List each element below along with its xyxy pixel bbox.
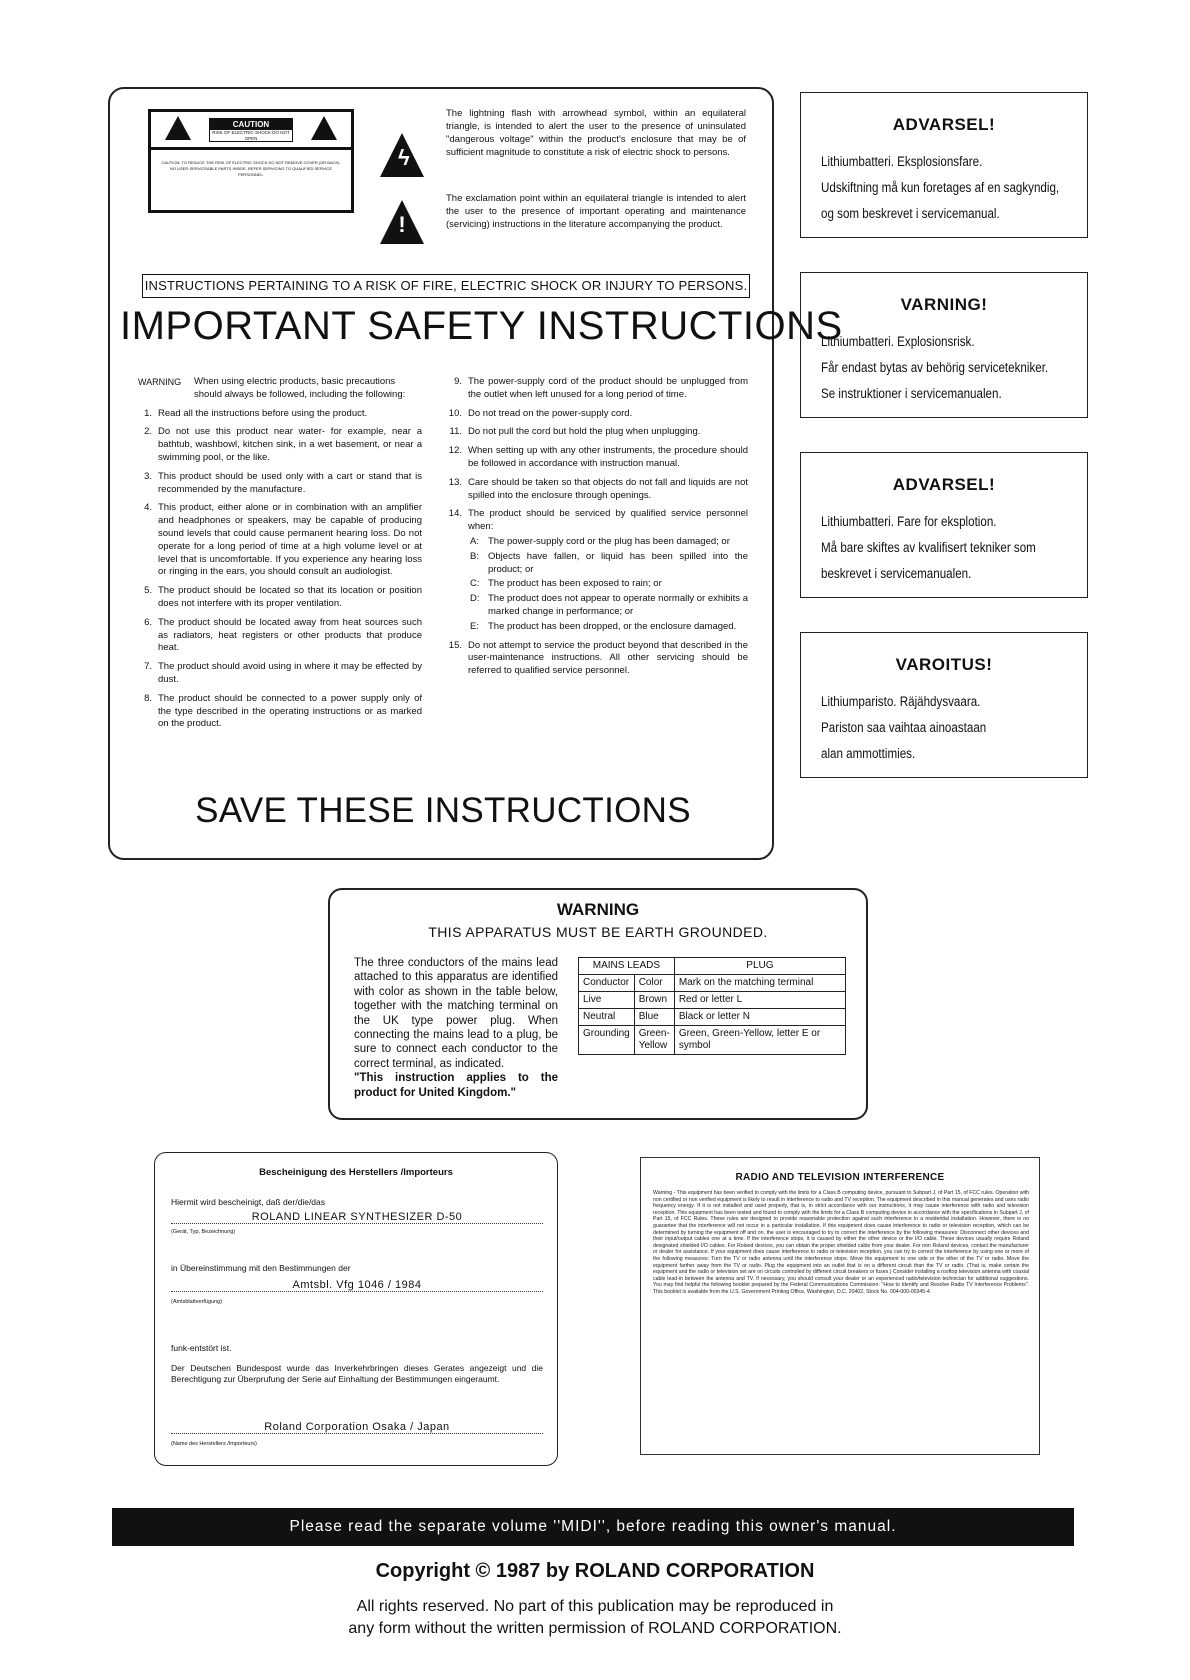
radio-tv-body: Warning - This equipment has been verified to comply with the limits for a Class B computing device, pursuant to Subpart J, of Part 15, of FCC rules. Operation with non certified or non verified equipment is likely to result in interference to radio and TV reception. The equipment described in this manual generates and uses radio frequency energy. If it is not installed and used properly, that is, in strict accordance with our instructions, it may cause interference with radio and television reception. This equipment has been tested and found to comply with the limits for a Class B computing device in accordance with the specifications in Subpart J, of Part 15, of FCC Rules. These rules are designed to provide reasonable protection against such interference in a residential installation. However, there is no guarantee that the interference will not occur in a particular installation. If this equipment does cause interference to radio or television reception, which can be determined by turning the equipment off and on, the user is encouraged to try to correct the interference by the following measures: Disconnect other devices and their input/output cables one at a time. If the interference stops, it is caused by either the other device or the I/O cable. These devices usually require Roland designated shielded I/O cables. For Roland devices, you can obtain the proper shielded cable from your dealer. For non Roland devices, contact the manufacturer or dealer for assistance. If your equipment does cause interference to radio or television reception, you can try to correct the interference by using one or more of the following measures: Turn the TV or radio antenna until the interference stops. Move the equipment to one side or the other of the TV or radio. Move the equipment farther away from the TV or radio. Plug the equipment into an outlet that is on a different circuit than the TV or radio. (That is, make certain the equipment and the radio or television set are on circuits controlled by different circuit breakers or fuses.) Consider installing a rooftop television antenna with coaxial cable lead-in between the antenna and TV. If necessary, you should consult your dealer or an experienced radio/television technician for additional suggestions. You may find helpful the following booklet prepared by the Federal Communications Commission: "How to Identify and Resolve Radio TV Interference Problems". This booklet is available from the U.S. Government Printing Office, Washington, D.C. 20402, Stock No. 004-000-00345-4. — [653, 1190, 1029, 1295]
certificate-line: funk-entstört ist. — [171, 1343, 232, 1353]
caution-fine-print: CAUTION: TO REDUCE THE RISK OF ELECTRIC SHOCK DO NOT REMOVE COVER (OR BACK). NO USER-SERVICEABLE PARTS INSIDE. REFER SERVICING TO QUALIFIED SERVICE PERSONNEL. — [161, 160, 341, 177]
caution-label-top — [151, 112, 351, 150]
instruction-item: 12. When setting up with any other instruments, the procedure should be followed in accordance with instruction manual. — [448, 445, 748, 469]
lightning-warning-icon — [165, 116, 191, 140]
manufacturer-certificate — [154, 1152, 558, 1466]
safety-title: IMPORTANT SAFETY INSTRUCTIONS — [120, 304, 843, 348]
instruction-item: 7. The product should avoid using in where it may be effected by dust. — [144, 661, 422, 685]
certificate-paragraph: Der Deutschen Bundespost wurde das Inverkehrbringen dieses Gerates angezeigt und die Berechtigung zur Überprufung der Serie auf Einhaltung der Bestimmungen eingeraumt. — [171, 1363, 543, 1384]
instruction-item: 10. Do not tread on the power-supply cord. — [448, 407, 633, 419]
exclamation-warning-icon — [311, 116, 337, 140]
instruction-item: 9. The power-supply cord of the product should be unplugged from the outlet when left unused for a long period of time. — [454, 376, 748, 400]
notice-title: ADVARSEL! — [892, 115, 996, 134]
table-header-row — [579, 958, 846, 975]
instruction-item: 8. The product should be connected to a power supply only of the type described in the operating instructions or as marked on the product. — [144, 692, 422, 730]
certificate-regulation: Amtsbl. Vfg 1046 / 1984 — [171, 1279, 543, 1292]
notice-title: VARNING! — [900, 295, 988, 314]
notice-norwegian — [800, 452, 1088, 598]
certificate-line: in Übereinstimmung mit den Bestimmungen der — [171, 1263, 351, 1273]
table-row: Neutral Blue Black or letter N — [579, 1009, 846, 1026]
risk-heading: INSTRUCTIONS PERTAINING TO A RISK OF FIRE, ELECTRIC SHOCK OR INJURY TO PERSONS. — [142, 274, 750, 298]
midi-notice-banner: Please read the separate volume ''MIDI'', before reading this owner's manual. — [112, 1508, 1074, 1546]
table-column-row: Conductor Color Mark on the matching terminal — [579, 975, 846, 992]
notice-finnish — [800, 632, 1088, 778]
earth-warning-subtitle: THIS APPARATUS MUST BE EARTH GROUNDED. — [428, 924, 768, 940]
instruction-item: 3. This product should be used only with a cart or stand that is recommended by the manufacture. — [144, 470, 422, 495]
table-row: Live Brown Red or letter L — [579, 992, 846, 1009]
earth-warning-title: WARNING — [556, 900, 640, 919]
copyright-line: Copyright © 1987 by ROLAND CORPORATION — [375, 1560, 815, 1582]
notice-body: Lithiumbatteri. Fare for eksplotion. Må bare skiftes av kvalifisert tekniker som beskrevet i servicemanualen. — [821, 514, 1036, 581]
lightning-symbol-text: The lightning flash with arrowhead symbol, within an equilateral triangle, is intended to alert the user to the presence of uninsulated "dangerous voltage" within the product's enclosure that may be of sufficient magnitude to constitute a risk of electric shock to persons. — [446, 108, 746, 158]
instruction-sub-item: E: The product has been dropped, or the enclosure damaged. — [470, 620, 737, 632]
earth-ground-warning-box — [328, 888, 868, 1120]
notice-danish — [800, 92, 1088, 238]
instruction-item: 14. The product should be serviced by qualified service personnel when: — [448, 508, 748, 533]
instruction-item: 5. The product should be located so that its location or position does not interfere with its proper ventilation. — [144, 585, 422, 609]
safety-instructions-box — [108, 87, 843, 860]
instruction-item: 6. The product should be located away from heat sources such as radiators, heat registers or other products that produce heat. — [144, 616, 422, 654]
caution-subtext: RISK OF ELECTRIC SHOCK DO NOT OPEN — [212, 130, 290, 141]
rights-statement: All rights reserved. No part of this publication may be reproduced in any form without the written permission of ROLAND CORPORATION. — [348, 1598, 842, 1637]
warning-intro — [138, 376, 422, 402]
instruction-item: 1. Read all the instructions before using the product. — [144, 407, 368, 419]
instruction-item: 13. Care should be taken so that objects do not fall and liquids are not spilled into the enclosure through openings. — [448, 476, 748, 501]
radio-tv-interference-box — [640, 1157, 1040, 1455]
instruction-item: 2. Do not use this product near water- for example, near a bathtub, washbowl, kitchen sink, in a wet basement, or near a swimming pool, or the like. — [144, 426, 422, 463]
instruction-sub-item: A: The power-supply cord or the plug has been damaged; or — [470, 535, 730, 547]
instruction-item: 4. This product, either alone or in combination with an amplifier and headphones or speakers, may be capable of producing sound levels that could cause permanent hearing loss. Do not operate for a long period of time at a high volume level or at level that is uncomfortable. If you experience any hearing loss or ringing in the ears, you should consult an audiologist. — [144, 502, 422, 578]
warning-label: WARNING — [138, 377, 182, 387]
instruction-sub-item: B: Objects have fallen, or liquid has been spilled into the product; or — [470, 550, 748, 575]
caution-label-graphic — [148, 109, 354, 213]
instruction-sub-item: C: The product has been exposed to rain; or — [470, 578, 662, 590]
certificate-company: Roland Corporation Osaka / Japan — [171, 1421, 543, 1434]
instruction-item: 15. Do not attempt to service the product beyond that described in the user-maintenance instructions. All other servicing should be referred to qualified service personnel. — [448, 639, 748, 677]
certificate-caption: (Name des Herstellers /Importeurs) — [171, 1441, 257, 1447]
notice-title: VAROITUS! — [895, 655, 993, 674]
exclamation-symbol-text: The exclamation point within an equilateral triangle is intended to alert the user to the presence of important operating and maintenance (servicing) instructions in the literature accompanying the product. — [446, 193, 746, 230]
certificate-line: Hiermit wird bescheinigt, daß der/die/das — [171, 1197, 326, 1207]
notice-body: Lithiumbatteri. Explosionsrisk. Får endast bytas av behörig servicetekniker. Se instruktioner i servicemanualen. — [821, 334, 1049, 401]
notice-swedish — [800, 272, 1088, 418]
plug-header: PLUG — [674, 958, 845, 975]
mains-leads-table — [578, 957, 846, 1055]
notice-body: Lithiumbatteri. Eksplosionsfare. Udskiftning må kun foretages af en sagkyndig, og som beskrevet i servicemanual. — [821, 154, 1060, 221]
certificate-title: Bescheinigung des Herstellers /Importeurs — [259, 1167, 453, 1178]
caution-word: CAUTION — [210, 119, 292, 130]
notice-body: Lithiumparisto. Räjähdysvaara. Pariston saa vaihtaa ainoastaan alan ammottimies. — [821, 694, 987, 761]
uk-applies-note: "This instruction applies to the product for United Kingdom." — [354, 1072, 558, 1099]
instruction-sub-item: D: The product does not appear to operate normally or exhibits a marked change in performance; or — [470, 593, 748, 617]
certificate-caption: (Gerät, Typ, Bezeichnung) — [171, 1229, 236, 1235]
certificate-caption: (Amtsblattverfügung) — [171, 1299, 223, 1305]
exclamation-triangle-icon: ! — [380, 200, 424, 244]
instructions-right-column — [448, 376, 748, 684]
earth-warning-text: The three conductors of the mains lead attached to this apparatus are identified with color as shown in the table below, together with the matching terminal on the UK type power plug. When connecting the mains lead to a plug, be sure to connect each conductor to the correct terminal, as indicated. "This instruction applies to the product for United Kingdom." — [354, 957, 558, 1099]
table-row: Grounding Green-Yellow Green, Green-Yellow, letter E or symbol — [579, 1026, 846, 1055]
instruction-item: 11. Do not pull the cord but hold the plug when unplugging. — [449, 426, 701, 438]
mains-leads-header: MAINS LEADS — [579, 958, 675, 975]
notice-title: ADVARSEL! — [892, 475, 996, 494]
lightning-triangle-icon: ϟ — [380, 133, 424, 177]
save-instructions-title: SAVE THESE INSTRUCTIONS — [195, 791, 691, 830]
certificate-product: ROLAND LINEAR SYNTHESIZER D-50 — [171, 1211, 543, 1224]
warning-intro-text: When using electric products, basic precautions should always be followed, including the following: — [194, 376, 406, 400]
instructions-left-column — [138, 376, 422, 737]
caution-tag — [209, 118, 293, 142]
radio-tv-title: RADIO AND TELEVISION INTERFERENCE — [735, 1172, 945, 1183]
